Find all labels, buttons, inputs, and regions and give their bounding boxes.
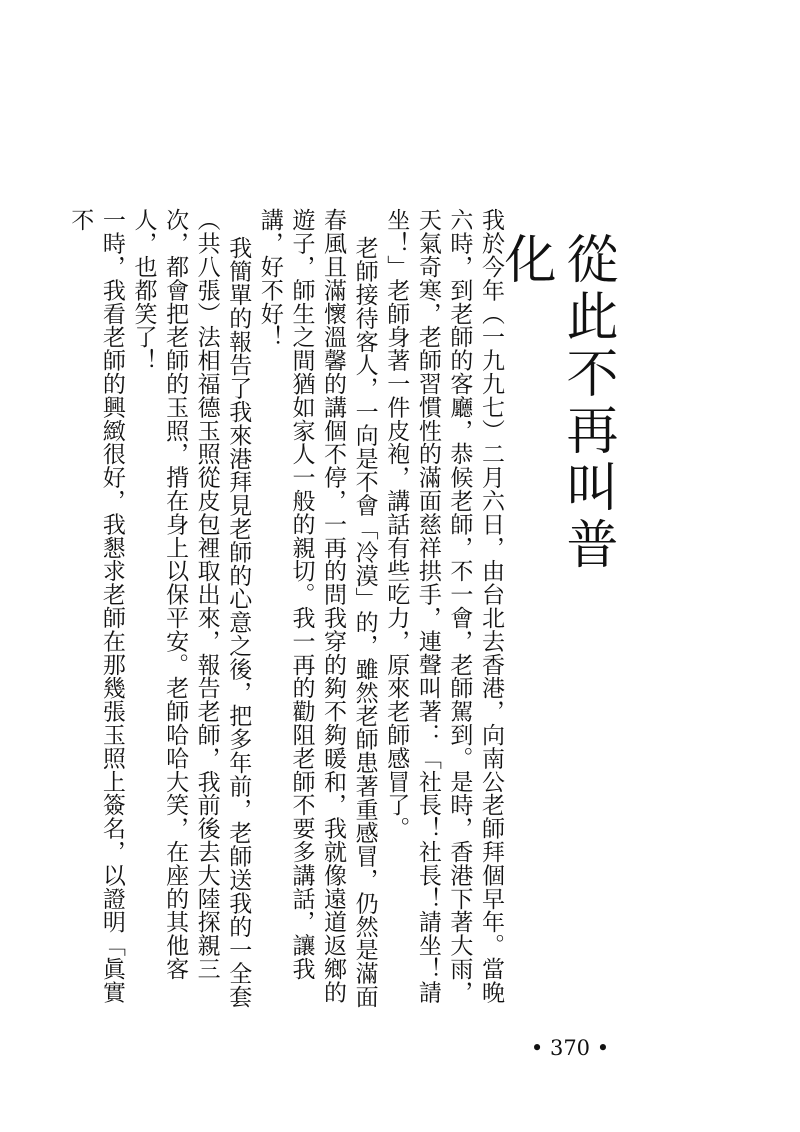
page-title: 從此不再叫普化 — [495, 232, 617, 574]
paragraph-2: 老師接待客人，一向是不會「冷漠」的，雖然老師患著重感冒，仍然是滿面春風且滿懷溫馨的講個不停，一再的問我穿的夠不夠暖和，我就像遠道返鄉的遊子，師生之間猶如家人一般的親切。我一再的勸阻老師不要多講話，讓我講，好不好！ — [256, 208, 378, 1008]
paragraph-1: 我於今年（一九九七）二月六日，由台北去香港，向南公老師拜個早年。當晚六時，到老師的客廳，恭候老師，不一會，老師駕到。是時，香港下著大雨，天氣奇寒，老師習慣性的滿面慈祥拱手，連聲叫著：「社長！社長！請坐！請坐！」老師身著一件皮袍，講話有些吃力，原來老師感冒了。 — [383, 208, 504, 1004]
paragraph-4: 一時，我看老師的興緻很好，我懇求老師在那幾張玉照上簽名，以證明「眞實不 — [67, 208, 125, 1004]
paragraph-3: 我簡單的報告了我來港拜見老師的心意之後，把多年前，老師送我的一全套（共八張）法相福德玉照從皮包裡取出來，報告老師，我前後去大陸探親三次，都會把老師的玉照，揹在身上以保平安。老師哈哈大笑，在座的其他客人，也都笑了！ — [130, 208, 252, 1008]
page-number: • 370 • — [530, 1036, 610, 1060]
body-text — [67, 208, 506, 1008]
